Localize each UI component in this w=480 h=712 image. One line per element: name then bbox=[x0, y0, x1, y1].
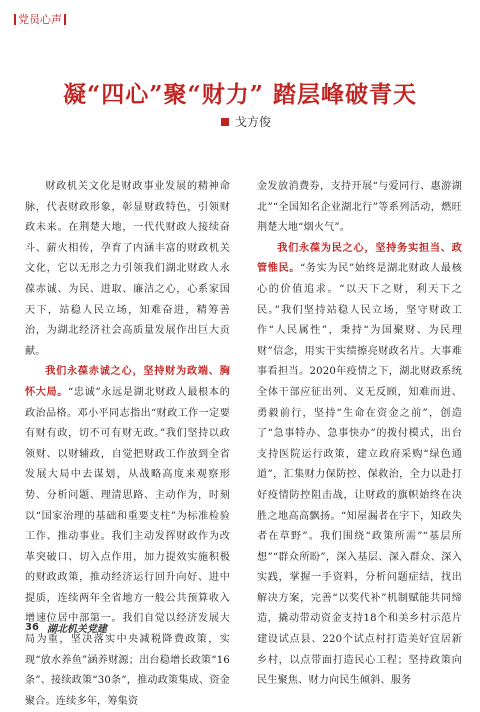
paragraph-heading: 我们永葆为民之心，坚持务实担当、政管惟民。 bbox=[257, 242, 462, 275]
author-name: 戈方俊 bbox=[235, 115, 272, 129]
page-number: 36 bbox=[25, 622, 39, 633]
article-title: 凝“四心”聚“财力” 踏层峰破青天 bbox=[63, 81, 417, 108]
right-column bbox=[257, 177, 462, 692]
paragraph: 财政机关文化是财政事业发展的精神命脉，代表财政形象，彰显财政特色，引领财政未来。在荆楚大地，一代代财政人接续奋斗、薪火相传，孕育了内涵丰富的财政机关文化，它以无形之力引领我们湖北财政人永葆赤诚、为民、进取、廉洁之心，心系家国天下，站稳人民立场，知难奋进，精筹善治，为湖北经济社会高质量发展作出巨大贡献。 bbox=[25, 181, 230, 357]
paragraph-body: “忠诚”永远是湖北财政人最根本的政治品格。邓小平同志指出“财政工作一定要有财有政，切不可有财无政。”我们坚持以政领财、以财辅政，自觉把财政工作放到全省发展大局中去谋划，从战略高度来观察形势、分析问题、理清思路、主动作为，时刻以“国家治理的基础和重要支柱”为标准检验工作、推动事业。我们主动发挥财政作为改革突破口、切入点作用，加力提效实施积极的财政政策，推动经济运行回升向好、进中提质，连续两年全省地方一般公共预算收入增速位居中部第一。我们自觉以经济发展大局为重，坚决落实中央减税降费政策，实现“放水养鱼”涵养财源；出台稳增长政策“16条”、接续政策“30条”，推动政策集成、资金聚合。连续多年，筹集资 bbox=[25, 386, 230, 707]
section-tag-label: 党员心声 bbox=[18, 13, 62, 26]
section-tag bbox=[14, 11, 66, 27]
paragraph-heading: 我们永葆赤诚之心，坚持财为政端、胸怀大局。 bbox=[25, 366, 230, 398]
paragraph: 金发放消费券，支持开展“与爱同行、惠游湖北”“全国知名企业湖北行”等系列活动，燃旺荆楚大地“烟火气”。 bbox=[257, 181, 462, 234]
page-footer bbox=[25, 620, 107, 635]
paragraph bbox=[25, 362, 230, 712]
magazine-name: 湖北机关党建 bbox=[46, 624, 107, 635]
paragraph-body: “务实为民”始终是湖北财政人最核心的价值追求。“以天下之财，利天下之民。”我们坚持站稳人民立场，坚守财政工作“人民属性”，秉持“为国聚财、为民理财”信念，用实干实绩擦亮财政名片。大事难事看担当。2020年疫情之下，湖北财政系统全体干部应征出列、义无反顾，知难而进、勇毅前行，坚持“生命在资金之前”，创造了“急事特办、急事快办”的拨付模式，出台支持医院运行政策，建立政府采购“绿色通道”，汇集财力保防控、保救治，全力以赴打好疫情防控阻击战，让财政的旗帜始终在决胜之地高高飘扬。“知屋漏者在宇下，知政失者在草野”。我们围绕“政策所需”“基层所想”“群众所盼”，深入基层、深入群众、深入实践，掌握一手资料，分析问题症结，找出解决方案，完善“以奖代补”机制赋能共同缔造，撬动带动资金支持18个和美乡村示范片建设试点县、220个试点村打造美好宜居新乡村，以点带面打造民心工程；坚持政策向民生聚焦、财力向民生倾斜、服务 bbox=[257, 263, 462, 687]
paragraph bbox=[257, 239, 462, 692]
section-tag-bar bbox=[14, 14, 16, 25]
byline-square-icon bbox=[221, 118, 229, 126]
byline bbox=[221, 113, 271, 130]
section-tag-bar-right bbox=[64, 14, 66, 25]
